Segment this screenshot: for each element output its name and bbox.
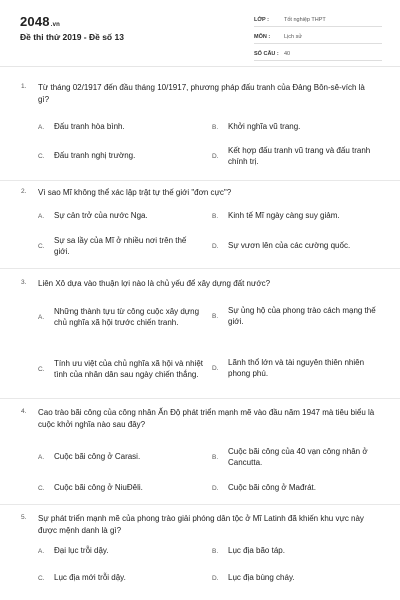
info-row-count	[254, 47, 382, 61]
q3-option-b[interactable]	[212, 304, 382, 328]
option-text: Cuộc bãi công ở NiuĐêli.	[54, 483, 143, 493]
option-letter: C.	[38, 152, 45, 160]
info-label-count: SỐ CÂU :	[254, 50, 279, 57]
option-text: Cuộc bãi công ở Carasi.	[54, 452, 141, 462]
option-text: Sự cản trở của nước Nga.	[54, 211, 148, 221]
option-text: Đấu tranh nghị trường.	[54, 151, 136, 161]
header-divider	[0, 66, 400, 67]
q4-option-c[interactable]	[38, 482, 208, 494]
question-text: Sự phát triển mạnh mẽ của phong trào giải phóng dân tộc ở Mĩ Latinh đã khiến khu vực này được mệnh danh là gì?	[38, 514, 364, 535]
option-text: Những thành tựu từ công cuộc xây dựng chủ nghĩa xã hội trước chiến tranh.	[54, 306, 200, 327]
q5-option-a[interactable]	[38, 545, 208, 557]
option-text: Sự ủng hộ của phong trào cách mạng thế giới.	[228, 305, 376, 326]
question-number: 5.	[21, 514, 27, 521]
exam-header	[0, 0, 400, 60]
q1-option-a[interactable]	[38, 121, 208, 133]
question-separator	[0, 398, 400, 399]
option-text: Lãnh thổ lớn và tài nguyên thiên nhiên phong phú.	[228, 357, 365, 378]
question-number: 2.	[21, 188, 27, 195]
question-number: 3.	[21, 279, 27, 286]
info-row-subject	[254, 30, 382, 44]
q3-option-c[interactable]	[38, 350, 208, 388]
option-letter: C.	[38, 242, 45, 250]
info-value-subject: Lịch sử	[284, 33, 303, 40]
option-text: Sự vươn lên của các cường quốc.	[228, 241, 351, 251]
option-letter: A.	[38, 212, 45, 220]
exam-info	[254, 13, 382, 64]
question-separator	[0, 268, 400, 269]
info-label-class: LỚP :	[254, 16, 269, 23]
q5-option-c[interactable]	[38, 572, 208, 584]
option-letter: A.	[38, 453, 45, 461]
q5-option-d[interactable]	[212, 572, 382, 584]
option-letter: C.	[38, 484, 45, 492]
option-letter: A.	[38, 313, 45, 321]
info-row-class	[254, 13, 382, 27]
info-label-subject: MÔN :	[254, 33, 271, 40]
question-number: 1.	[21, 83, 27, 90]
option-text: Sự sa lầy của Mĩ ở nhiều nơi trên thế giới.	[54, 235, 187, 256]
q1-option-b[interactable]	[212, 121, 382, 133]
option-letter: B.	[212, 312, 219, 320]
question-text: Vì sao Mĩ không thể xác lập trật tự thế giới "đơn cực"?	[38, 188, 232, 197]
option-text: Đại lục trỗi dậy.	[54, 546, 109, 556]
question-separator	[0, 180, 400, 181]
q2-option-b[interactable]	[212, 210, 382, 222]
option-letter: D.	[212, 574, 219, 582]
option-letter: D.	[212, 484, 219, 492]
option-text: Lục địa bão táp.	[228, 546, 285, 556]
option-letter: A.	[38, 547, 45, 555]
option-text: Tính ưu việt của chủ nghĩa xã hội và nhiệt tình của nhân dân sau ngày chiến thắng.	[54, 358, 204, 379]
q2-option-c[interactable]	[38, 234, 208, 258]
q1-option-d[interactable]	[212, 144, 382, 168]
question-text: Liên Xô dựa vào thuận lợi nào là chủ yếu để xây dựng đất nước?	[38, 279, 271, 288]
q4-option-a[interactable]	[38, 451, 208, 463]
question-number: 4.	[21, 408, 27, 415]
option-letter: D.	[212, 364, 219, 372]
q4-option-b[interactable]	[212, 445, 382, 469]
q1-option-c[interactable]	[38, 150, 208, 162]
q2-option-a[interactable]	[38, 210, 208, 222]
option-text: Cuộc bãi công ở Mađrát.	[228, 483, 316, 493]
option-text: Lục địa bùng cháy.	[228, 573, 295, 583]
option-text: Khởi nghĩa vũ trang.	[228, 122, 301, 132]
q3-option-d[interactable]	[212, 356, 382, 380]
logo-suffix: .vn	[50, 22, 61, 28]
question-separator	[0, 504, 400, 505]
question-text: Từ tháng 02/1917 đến đầu tháng 10/1917, phương pháp đấu tranh của Đảng Bôn-sê-vích là gì?	[38, 83, 365, 104]
option-text: Đấu tranh hòa bình.	[54, 122, 125, 132]
option-letter: B.	[212, 547, 219, 555]
info-value-class: Tốt nghiệp THPT	[284, 16, 326, 23]
option-letter: C.	[38, 365, 45, 373]
option-letter: C.	[38, 574, 45, 582]
option-letter: D.	[212, 242, 219, 250]
q2-option-d[interactable]	[212, 240, 382, 252]
option-text: Lục địa mới trỗi dậy.	[54, 573, 126, 583]
q4-option-d[interactable]	[212, 482, 382, 494]
option-letter: A.	[38, 123, 45, 131]
exam-title: Đề thi thử 2019 - Đề số 13	[20, 32, 124, 42]
question-text: Cao trào bãi công của công nhân Ấn Độ phát triển mạnh mẽ vào đầu năm 1947 mà tiêu biểu là cuộc khởi nghĩa nào sau đây?	[38, 408, 375, 429]
option-text: Kết hợp đấu tranh vũ trang và đấu tranh chính trị.	[228, 145, 371, 166]
logo-text: 2048	[20, 14, 50, 29]
site-logo[interactable]	[20, 14, 60, 29]
option-text: Cuộc bãi công của 40 vạn công nhân ở Cancutta.	[228, 446, 368, 467]
q5-option-b[interactable]	[212, 545, 382, 557]
option-letter: B.	[212, 123, 219, 131]
option-letter: B.	[212, 212, 219, 220]
info-value-count: 40	[284, 50, 291, 57]
option-text: Kinh tế Mĩ ngày càng suy giảm.	[228, 211, 340, 221]
option-letter: B.	[212, 453, 219, 461]
option-letter: D.	[212, 152, 219, 160]
q3-option-a[interactable]	[38, 298, 208, 336]
